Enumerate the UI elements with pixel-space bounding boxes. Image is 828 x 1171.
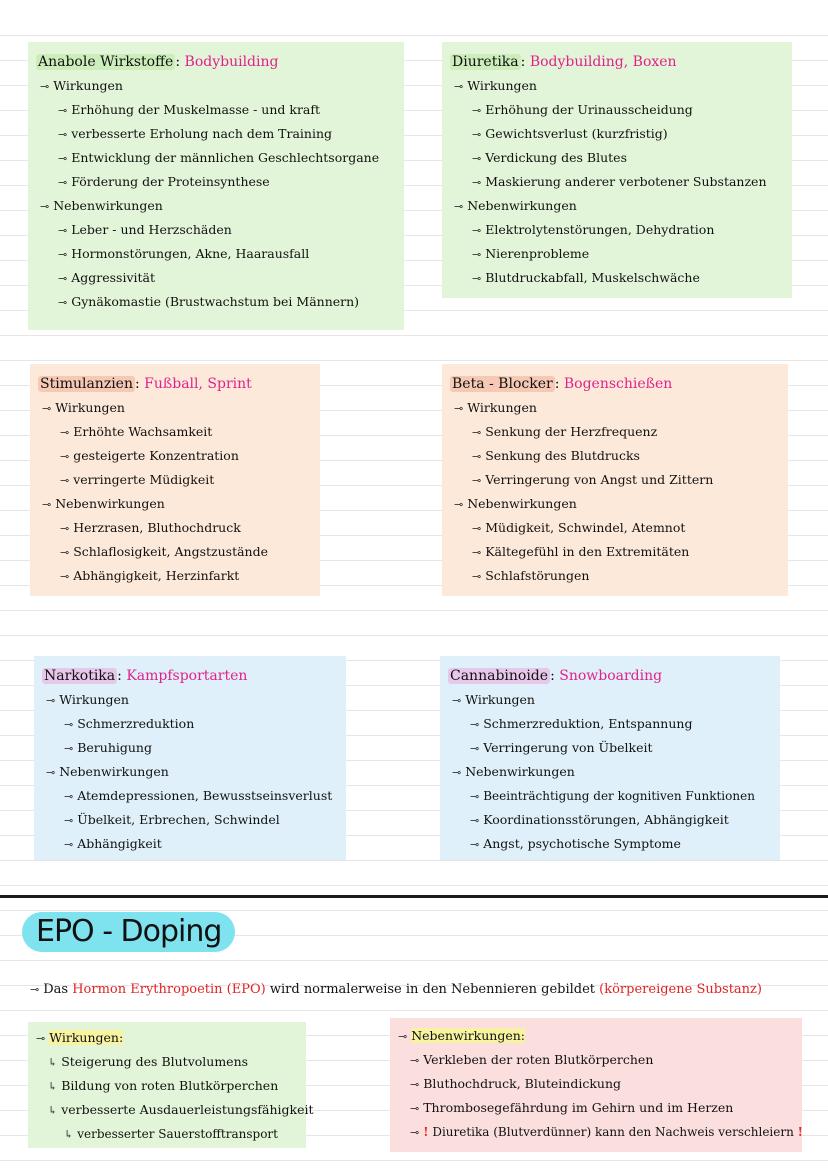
arrow-right-icon: ⊸ — [470, 718, 480, 731]
list-item: ⊸ Gynäkomastie (Brustwachstum bei Männern) — [58, 294, 360, 309]
list-item: ⊸ Erhöhung der Muskelmasse - und kraft — [58, 102, 321, 117]
cannabinoide-title: Cannabinoide : Snowboarding — [450, 668, 663, 684]
diuretika-name: Diuretika — [452, 54, 519, 70]
return-arrow-icon: ↳ — [48, 1104, 58, 1117]
arrow-right-icon: ⊸ — [60, 426, 70, 439]
epo-wirkungen-box — [28, 1022, 314, 1148]
list-item: ⊸ Verdickung des Blutes — [472, 150, 627, 165]
diuretika-sport: Bodybuilding, Boxen — [529, 54, 677, 70]
arrow-right-icon: ⊸ — [398, 1030, 408, 1043]
warning-icon: ! — [797, 1125, 803, 1139]
list-item: ⊸ Kältegefühl in den Extremitäten — [472, 544, 690, 559]
list-item: ⊸ Schlafstörungen — [472, 568, 590, 583]
epo-intro: ⊸ Das Hormon Erythropoetin (EPO) wird normalerweise in den Nebennieren gebildet (körpereigene Substanz) — [30, 982, 762, 997]
arrow-right-icon: ⊸ — [40, 200, 50, 213]
arrow-right-icon: ⊸ — [472, 176, 482, 189]
list-item: ⊸ Senkung der Herzfrequenz — [472, 424, 658, 439]
arrow-right-icon: ⊸ — [472, 450, 482, 463]
list-item: ⊸ Beeinträchtigung der kognitiven Funktionen — [470, 789, 755, 803]
cannabinoide-name: Cannabinoide — [450, 668, 549, 684]
list-item: ⊸ Beruhigung — [64, 740, 152, 755]
arrow-right-icon: ⊸ — [472, 522, 482, 535]
arrow-right-icon: ⊸ — [58, 104, 68, 117]
list-item: ⊸ Erhöhte Wachsamkeit — [60, 424, 213, 439]
return-arrow-icon: ↳ — [48, 1080, 58, 1093]
arrow-right-icon: ⊸ — [58, 152, 68, 165]
narkotika-neben-heading: ⊸ Nebenwirkungen — [46, 764, 169, 779]
arrow-right-icon: ⊸ — [454, 200, 464, 213]
arrow-right-icon: ⊸ — [40, 80, 50, 93]
epo-title: EPO - Doping — [22, 912, 235, 952]
stimulanzien-name: Stimulanzien — [40, 376, 133, 392]
list-item: ⊸ Abhängigkeit, Herzinfarkt — [60, 568, 240, 583]
epo-neben-heading: ⊸ Nebenwirkungen: — [398, 1028, 526, 1043]
betablocker-box — [442, 364, 788, 596]
arrow-right-icon: ⊸ — [472, 426, 482, 439]
list-item: ⊸ Bluthochdruck, Bluteindickung — [410, 1076, 622, 1091]
arrow-right-icon: ⊸ — [410, 1078, 420, 1091]
arrow-right-icon: ⊸ — [472, 104, 482, 117]
betablocker-title: Beta - Blocker : Bogenschießen — [452, 376, 673, 392]
list-item: ⊸ Schmerzreduktion, Entspannung — [470, 716, 693, 731]
list-item: ⊸ Abhängigkeit — [64, 836, 162, 851]
arrow-right-icon: ⊸ — [64, 838, 74, 851]
list-item: ⊸ Schlaflosigkeit, Angstzustände — [60, 544, 268, 559]
list-item: ⊸ Verkleben der roten Blutkörperchen — [410, 1052, 654, 1067]
anabole-title: Anabole Wirkstoffe : Bodybuilding — [38, 54, 279, 70]
list-item: ↳ Bildung von roten Blutkörperchen — [48, 1078, 279, 1093]
arrow-right-icon: ⊸ — [58, 248, 68, 261]
list-item: ⊸ Angst, psychotische Symptome — [470, 836, 681, 851]
list-item: ↳ Steigerung des Blutvolumens — [48, 1054, 249, 1069]
arrow-right-icon: ⊸ — [472, 474, 482, 487]
return-arrow-icon: ↳ — [48, 1056, 58, 1069]
diuretika-title: Diuretika : Bodybuilding, Boxen — [452, 54, 677, 70]
narkotika-wirkungen-heading: ⊸ Wirkungen — [46, 692, 129, 707]
list-item: ⊸ Nierenprobleme — [472, 246, 590, 261]
epo-wirkungen-heading: ⊸ Wirkungen: — [36, 1030, 124, 1045]
list-item: ⊸ Übelkeit, Erbrechen, Schwindel — [64, 812, 280, 827]
arrow-right-icon: ⊸ — [46, 694, 56, 707]
list-item: ↳ verbesserte Ausdauerleistungsfähigkeit — [48, 1102, 314, 1117]
arrow-right-icon: ⊸ — [60, 570, 70, 583]
arrow-right-icon: ⊸ — [472, 152, 482, 165]
arrow-right-icon: ⊸ — [470, 838, 480, 851]
list-item: ⊸ Verringerung von Angst und Zittern — [472, 472, 714, 487]
list-item: ⊸ Elektrolytenstörungen, Dehydration — [472, 222, 715, 237]
arrow-right-icon: ⊸ — [470, 742, 480, 755]
arrow-right-icon: ⊸ — [410, 1054, 420, 1067]
arrow-right-icon: ⊸ — [472, 546, 482, 559]
arrow-right-icon: ⊸ — [410, 1102, 420, 1115]
list-item: ⊸ Herzrasen, Bluthochdruck — [60, 520, 241, 535]
list-item: ⊸ Maskierung anderer verbotener Substanzen — [472, 174, 767, 189]
list-item: ↳ verbesserter Sauerstofftransport — [64, 1127, 278, 1141]
arrow-right-icon: ⊸ — [42, 498, 52, 511]
list-item: ⊸ Erhöhung der Urinausscheidung — [472, 102, 693, 117]
section-divider — [0, 895, 828, 898]
arrow-right-icon: ⊸ — [64, 742, 74, 755]
arrow-right-icon: ⊸ — [58, 224, 68, 237]
arrow-right-icon: ⊸ — [60, 546, 70, 559]
list-item: ⊸ Müdigkeit, Schwindel, Atemnot — [472, 520, 686, 535]
list-item: ⊸ Verringerung von Übelkeit — [470, 740, 653, 755]
arrow-right-icon: ⊸ — [454, 402, 464, 415]
list-item: ⊸ Schmerzreduktion — [64, 716, 195, 731]
narkotika-box — [34, 656, 346, 860]
epo-hormone: Hormon Erythropoetin (EPO) — [72, 982, 266, 997]
cannabinoide-neben-heading: ⊸ Nebenwirkungen — [452, 764, 575, 779]
arrow-right-icon: ⊸ — [60, 522, 70, 535]
list-item: ⊸ gesteigerte Konzentration — [60, 448, 239, 463]
arrow-right-icon: ⊸ — [452, 766, 462, 779]
warning-icon: ! — [423, 1125, 429, 1139]
list-item: ⊸ verbesserte Erholung nach dem Training — [58, 126, 333, 141]
arrow-right-icon: ⊸ — [472, 224, 482, 237]
arrow-right-icon: ⊸ — [472, 272, 482, 285]
arrow-right-icon: ⊸ — [64, 790, 74, 803]
list-item: ⊸ Thrombosegefährdung im Gehirn und im Herzen — [410, 1100, 734, 1115]
epo-note: (körpereigene Substanz) — [599, 982, 762, 997]
arrow-right-icon: ⊸ — [470, 790, 480, 803]
arrow-right-icon: ⊸ — [42, 402, 52, 415]
betablocker-neben-heading: ⊸ Nebenwirkungen — [454, 496, 577, 511]
arrow-right-icon: ⊸ — [58, 296, 68, 309]
list-item: ⊸ Gewichtsverlust (kurzfristig) — [472, 126, 668, 141]
arrow-right-icon: ⊸ — [58, 272, 68, 285]
arrow-right-icon: ⊸ — [470, 814, 480, 827]
list-item: ⊸ verringerte Müdigkeit — [60, 472, 215, 487]
anabole-sport: Bodybuilding — [184, 54, 279, 70]
arrow-right-icon: ⊸ — [472, 128, 482, 141]
cannabinoide-wirkungen-heading: ⊸ Wirkungen — [452, 692, 535, 707]
list-item: ⊸ Senkung des Blutdrucks — [472, 448, 640, 463]
stimulanzien-neben-heading: ⊸ Nebenwirkungen — [42, 496, 165, 511]
list-item: ⊸ Koordinationsstörungen, Abhängigkeit — [470, 812, 729, 827]
arrow-right-icon: ⊸ — [30, 983, 40, 996]
arrow-right-icon: ⊸ — [60, 474, 70, 487]
anabole-wirkungen-heading: ⊸ Wirkungen — [40, 78, 123, 93]
betablocker-wirkungen-heading: ⊸ Wirkungen — [454, 400, 537, 415]
epo-warning: ⊸ ! Diuretika (Blutverdünner) kann den Nachweis verschleiern ! — [410, 1125, 803, 1139]
betablocker-name: Beta - Blocker — [452, 376, 553, 392]
epo-neben-box — [390, 1018, 802, 1152]
stimulanzien-sport: Fußball, Sprint — [144, 376, 252, 392]
arrow-right-icon: ⊸ — [472, 248, 482, 261]
arrow-right-icon: ⊸ — [60, 450, 70, 463]
anabole-neben-heading: ⊸ Nebenwirkungen — [40, 198, 163, 213]
arrow-right-icon: ⊸ — [58, 128, 68, 141]
arrow-right-icon: ⊸ — [64, 814, 74, 827]
narkotika-sport: Kampfsportarten — [126, 668, 248, 684]
list-item: ⊸ Leber - und Herzschäden — [58, 222, 232, 237]
narkotika-name: Narkotika — [44, 668, 116, 684]
betablocker-sport: Bogenschießen — [563, 376, 673, 392]
arrow-right-icon: ⊸ — [36, 1032, 46, 1045]
stimulanzien-box — [30, 364, 320, 596]
list-item: ⊸ Aggressivität — [58, 270, 156, 285]
cannabinoide-box — [440, 656, 780, 860]
narkotika-title: Narkotika : Kampfsportarten — [44, 668, 248, 684]
arrow-right-icon: ⊸ — [452, 694, 462, 707]
list-item: ⊸ Atemdepressionen, Bewusstseinsverlust — [64, 788, 333, 803]
stimulanzien-wirkungen-heading: ⊸ Wirkungen — [42, 400, 125, 415]
arrow-right-icon: ⊸ — [410, 1126, 420, 1139]
arrow-right-icon: ⊸ — [58, 176, 68, 189]
list-item: ⊸ Entwicklung der männlichen Geschlechtsorgane — [58, 150, 380, 165]
anabole-box — [28, 42, 404, 330]
arrow-right-icon: ⊸ — [64, 718, 74, 731]
list-item: ⊸ Hormonstörungen, Akne, Haarausfall — [58, 246, 310, 261]
cannabinoide-sport: Snowboarding — [559, 668, 663, 684]
list-item: ⊸ Förderung der Proteinsynthese — [58, 174, 270, 189]
diuretika-box — [442, 42, 792, 298]
arrow-right-icon: ⊸ — [472, 570, 482, 583]
arrow-right-icon: ⊸ — [454, 498, 464, 511]
diuretika-wirkungen-heading: ⊸ Wirkungen — [454, 78, 537, 93]
diuretika-neben-heading: ⊸ Nebenwirkungen — [454, 198, 577, 213]
arrow-right-icon: ⊸ — [454, 80, 464, 93]
return-arrow-icon: ↳ — [64, 1128, 74, 1141]
list-item: ⊸ Blutdruckabfall, Muskelschwäche — [472, 270, 700, 285]
arrow-right-icon: ⊸ — [46, 766, 56, 779]
stimulanzien-title: Stimulanzien : Fußball, Sprint — [40, 376, 252, 392]
anabole-name: Anabole Wirkstoffe — [38, 54, 174, 70]
